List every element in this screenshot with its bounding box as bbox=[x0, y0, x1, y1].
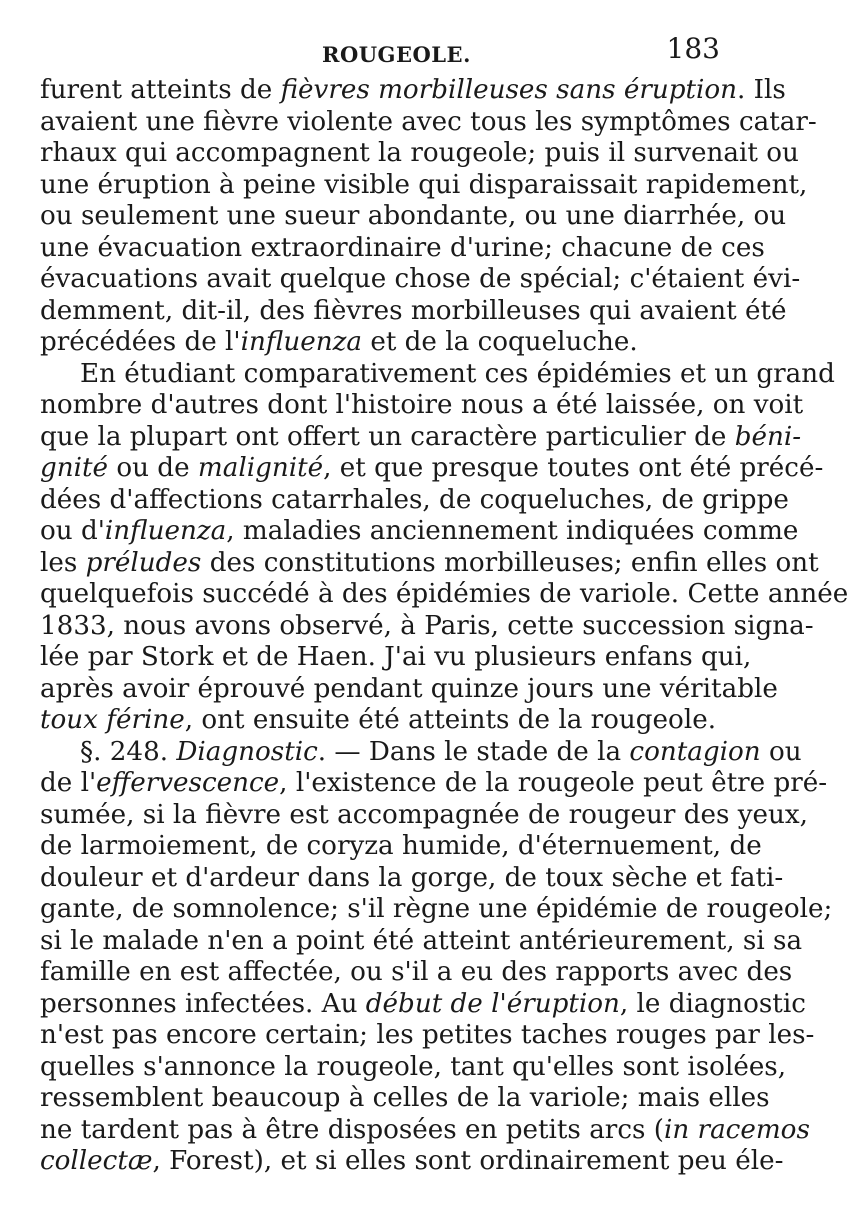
text-line: ou d'influenza, maladies anciennement indiquées comme bbox=[40, 516, 799, 546]
text-line: de l'effervescence, l'existence de la rougeole peut être pré- bbox=[40, 768, 828, 798]
text-line: lée par Stork et de Haen. J'ai vu plusieurs enfans qui, bbox=[40, 642, 752, 672]
text-line: dées d'affections catarrhales, de coqueluches, de grippe bbox=[40, 484, 789, 515]
text-line: gante, de somnolence; s'il règne une épidémie de rougeole; bbox=[40, 894, 833, 924]
text-line: furent atteints de fièvres morbilleuses sans éruption. Ils bbox=[40, 75, 786, 105]
text-line: douleur et d'ardeur dans la gorge, de toux sèche et fati- bbox=[40, 862, 784, 893]
page-header bbox=[0, 30, 800, 70]
body-text bbox=[40, 75, 848, 1178]
running-head: ROUGEOLE. bbox=[322, 42, 471, 67]
text-line: En étudiant comparativement ces épidémies et un grand bbox=[80, 358, 835, 389]
text-line: si le malade n'en a point été atteint antérieurement, si sa bbox=[40, 925, 803, 956]
text-line: §. 248. Diagnostic. — Dans le stade de la contagion ou bbox=[80, 736, 802, 767]
text-line: de larmoiement, de coryza humide, d'éternuement, de bbox=[40, 831, 762, 861]
text-line: quelles s'annonce la rougeole, tant qu'elles sont isolées, bbox=[40, 1051, 787, 1082]
text-line: gnité ou de malignité, et que presque toutes ont été précé- bbox=[40, 453, 824, 483]
text-line: demment, dit-il, des fièvres morbilleuses qui avaient été bbox=[40, 295, 787, 326]
text-line: ne tardent pas à être disposées en petits arcs (in racemos bbox=[40, 1114, 810, 1145]
text-line: n'est pas encore certain; les petites taches rouges par les- bbox=[40, 1020, 815, 1050]
text-line: précédées de l'influenza et de la coqueluche. bbox=[40, 327, 638, 357]
text-line: toux férine, ont ensuite été atteints de la rougeole. bbox=[40, 705, 717, 735]
text-line: évacuations avait quelque chose de spécial; c'étaient évi- bbox=[40, 264, 801, 294]
text-line: avaient une fièvre violente avec tous les symptômes catar- bbox=[40, 106, 817, 137]
text-line: quelquefois succédé à des épidémies de variole. Cette année bbox=[40, 579, 848, 609]
text-line: personnes infectées. Au début de l'éruption, le diagnostic bbox=[40, 988, 806, 1019]
text-line: 1833, nous avons observé, à Paris, cette succession signa- bbox=[40, 610, 814, 641]
page-number: 183 bbox=[666, 32, 720, 65]
text-line: sumée, si la fièvre est accompagnée de rougeur des yeux, bbox=[40, 799, 808, 830]
text-line: nombre d'autres dont l'histoire nous a été laissée, on voit bbox=[40, 390, 804, 420]
text-line: ressemblent beaucoup à celles de la variole; mais elles bbox=[40, 1083, 770, 1113]
text-line: collectæ, Forest), et si elles sont ordinairement peu éle- bbox=[40, 1146, 784, 1176]
text-line: une éruption à peine visible qui disparaissait rapidement, bbox=[40, 169, 808, 200]
text-line: après avoir éprouvé pendant quinze jours une véritable bbox=[40, 673, 778, 704]
text-line: que la plupart ont offert un caractère particulier de béni- bbox=[40, 421, 802, 452]
text-line: ou seulement une sueur abondante, ou une diarrhée, ou bbox=[40, 201, 787, 231]
text-line: rhaux qui accompagnent la rougeole; puis il survenait ou bbox=[40, 138, 799, 168]
text-line: les préludes des constitutions morbilleuses; enfin elles ont bbox=[40, 547, 819, 578]
text-line: une évacuation extraordinaire d'urine; chacune de ces bbox=[40, 232, 765, 263]
text-line: famille en est affectée, ou s'il a eu des rapports avec des bbox=[40, 957, 793, 987]
